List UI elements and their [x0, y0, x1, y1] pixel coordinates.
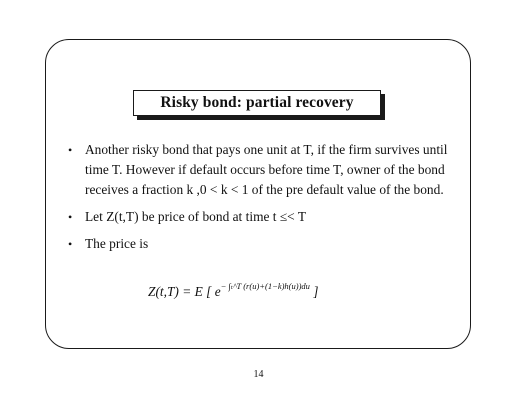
bullet-marker: •: [68, 210, 73, 224]
bullet-item: [68, 140, 460, 200]
slide-title: Risky bond: partial recovery: [160, 94, 354, 111]
bullet-item: [68, 207, 460, 227]
bullet-item: [68, 234, 460, 254]
bullet-text: Let Z(t,T) be price of bond at time t ≤< T: [85, 209, 307, 224]
bullet-text: The price is: [85, 236, 149, 251]
formula-rhs: ]: [309, 284, 319, 299]
bullet-marker: •: [68, 237, 73, 251]
formula-lhs: Z(t,T) = E [ e: [148, 284, 221, 299]
bullet-list: [68, 140, 460, 261]
price-formula: [148, 281, 319, 300]
bullet-marker: •: [68, 143, 73, 157]
bullet-text: Another risky bond that pays one unit at T, if the firm survives until time T. However if default occurs before time T, owner of the bond receives a fraction k ,0 < k < 1 of the pre default value of the bond.: [85, 142, 448, 197]
page-number: 14: [253, 369, 264, 380]
slide-title-box: [133, 90, 381, 116]
formula-exponent: − ∫ₜ^T (r(u)+(1−k)h(u))du: [220, 281, 310, 291]
